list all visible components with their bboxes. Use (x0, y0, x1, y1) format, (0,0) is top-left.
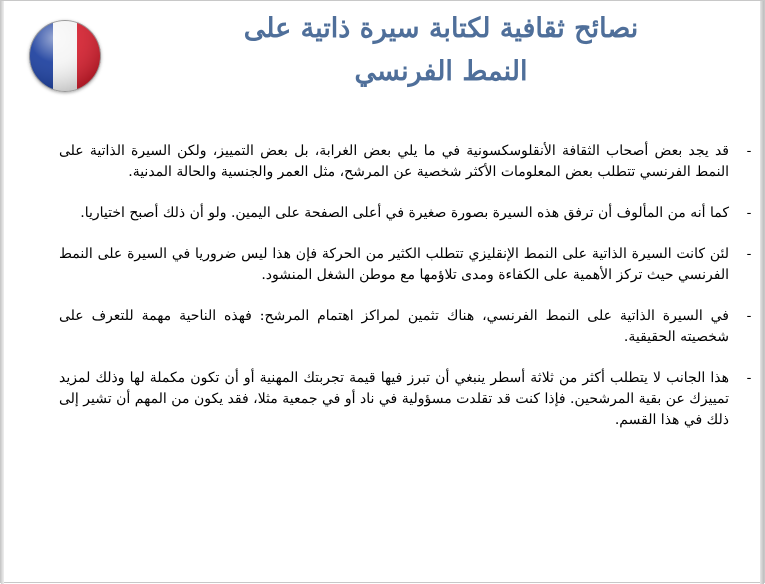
page-edge-right (760, 1, 764, 584)
list-item (59, 141, 752, 183)
bullet-dash: - (746, 308, 752, 324)
paragraph-text: لئن كانت السيرة الذاتية على النمط الإنقليزي تتطلب الكثير من الحركة فإن هذا ليس ضروريا في السيرة على النمط الفرنسي حيث تركز الأهمية على الكفاءة ومدى تلاؤمها مع موطن الشغل المنشود. (59, 246, 729, 283)
paragraph-list (59, 141, 752, 451)
page-title (131, 7, 751, 93)
list-item (59, 244, 752, 286)
page-edge-left (1, 1, 4, 584)
list-item (59, 203, 752, 224)
paragraph-text: هذا الجانب لا يتطلب أكثر من ثلاثة أسطر ينبغي أن تبرز فيها قيمة تجربتك المهنية أو أن تكون مكملة لها وذلك لمزيد تمييزك عن بقية المرشحين. فإذا كنت قد تقلدت مسؤولية في ناد أو في جمعية مثلا، فقد يكون من المهم أن تشير إلى ذلك في هذا القسم. (59, 370, 729, 428)
list-item (59, 306, 752, 348)
paragraph-text: كما أنه من المألوف أن ترفق هذه السيرة بصورة صغيرة في أعلى الصفحة على اليمين. ولو أن ذلك أصبح اختياريا. (80, 205, 729, 221)
title-line-2: النمط الفرنسي (354, 56, 528, 87)
bullet-dash: - (746, 143, 752, 159)
title-line-1: نصائح ثقافية لكتابة سيرة ذاتية على (243, 13, 639, 44)
france-flag-icon (29, 20, 101, 92)
paragraph-text: قد يجد بعض أصحاب الثقافة الأنقلوسكسونية في ما يلي بعض الغرابة، بل بعض التمييز، ولكن السيرة الذاتية على النمط الفرنسي تتطلب بعض المعلومات الأكثر شخصية عن المرشح، مثل العمر والجنسية والحالة المدنية. (59, 143, 729, 180)
bullet-dash: - (746, 246, 752, 262)
paragraph-text: في السيرة الذاتية على النمط الفرنسي، هناك تثمين لمراكز اهتمام المرشح: فهذه الناحية مهمة للتعرف على شخصيته الحقيقية. (59, 308, 729, 345)
bullet-dash: - (746, 205, 752, 221)
list-item (59, 368, 752, 431)
bullet-dash: - (746, 370, 752, 386)
